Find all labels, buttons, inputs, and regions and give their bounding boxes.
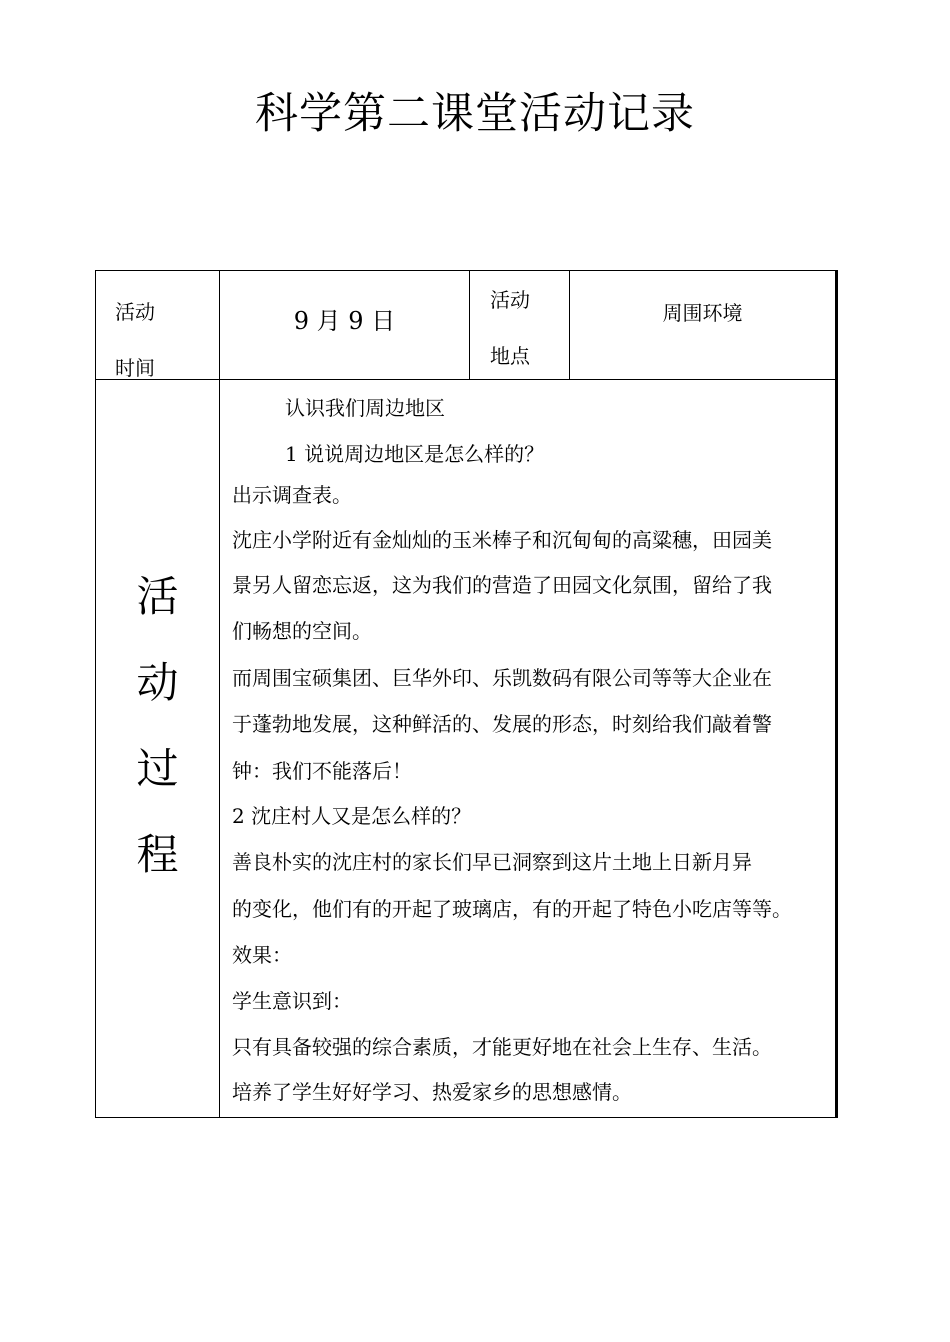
process-line-7: 而周围宝硕集团、巨华外印、乐凯数码有限公司等等大企业在 <box>232 666 772 690</box>
process-line-2: 1 说说周边地区是怎么样的？ <box>285 442 545 466</box>
table-border-top <box>95 270 838 271</box>
process-line-14: 学生意识到： <box>232 989 352 1013</box>
place-label-line2: 地点 <box>490 344 530 368</box>
process-line-13: 效果： <box>232 943 292 967</box>
table-border-right <box>835 270 838 1118</box>
process-line-12: 的变化，他们有的开起了玻璃店，有的开起了特色小吃店等等。 <box>232 897 792 921</box>
time-label-line2: 时间 <box>115 356 155 380</box>
place-label <box>490 272 530 384</box>
process-label-char-4: 程 <box>136 830 179 879</box>
table-row-divider <box>95 379 836 380</box>
process-line-15: 只有具备较强的综合素质，才能更好地在社会上生存、生活。 <box>232 1035 772 1059</box>
place-value: 周围环境 <box>662 301 743 325</box>
time-value: 9 月 9 日 <box>293 307 396 335</box>
process-line-16: 培养了学生好好学习、热爱家乡的思想感情。 <box>232 1080 632 1104</box>
page-title: 科学第二课堂活动记录 <box>255 89 695 139</box>
table-column-divider-place-label <box>469 270 470 380</box>
process-line-10: 2 沈庄村人又是怎么样的？ <box>232 804 472 828</box>
process-line-8: 于蓬勃地发展，这种鲜活的、发展的形态，时刻给我们敲着警 <box>232 712 772 736</box>
process-line-3: 出示调查表。 <box>232 483 352 507</box>
process-line-11: 善良朴实的沈庄村的家长们早已洞察到这片土地上日新月异 <box>232 850 752 874</box>
process-line-5: 景另人留恋忘返，这为我们的营造了田园文化氛围，留给了我 <box>232 573 772 597</box>
table-border-bottom <box>95 1117 838 1118</box>
activity-record-table <box>95 270 838 1118</box>
process-line-9: 钟：我们不能落后！ <box>232 759 412 783</box>
table-column-divider-place-value <box>569 270 570 380</box>
time-label <box>115 284 155 396</box>
process-line-4: 沈庄小学附近有金灿灿的玉米棒子和沉甸甸的高粱穗，田园美 <box>232 528 772 552</box>
process-line-6: 们畅想的空间。 <box>232 619 372 643</box>
process-label-char-3: 过 <box>136 744 179 793</box>
process-line-1: 认识我们周边地区 <box>285 396 445 420</box>
process-label-char-1: 活 <box>136 572 179 621</box>
time-label-line1: 活动 <box>115 300 155 324</box>
place-label-line1: 活动 <box>490 288 530 312</box>
process-label-char-2: 动 <box>136 658 179 707</box>
